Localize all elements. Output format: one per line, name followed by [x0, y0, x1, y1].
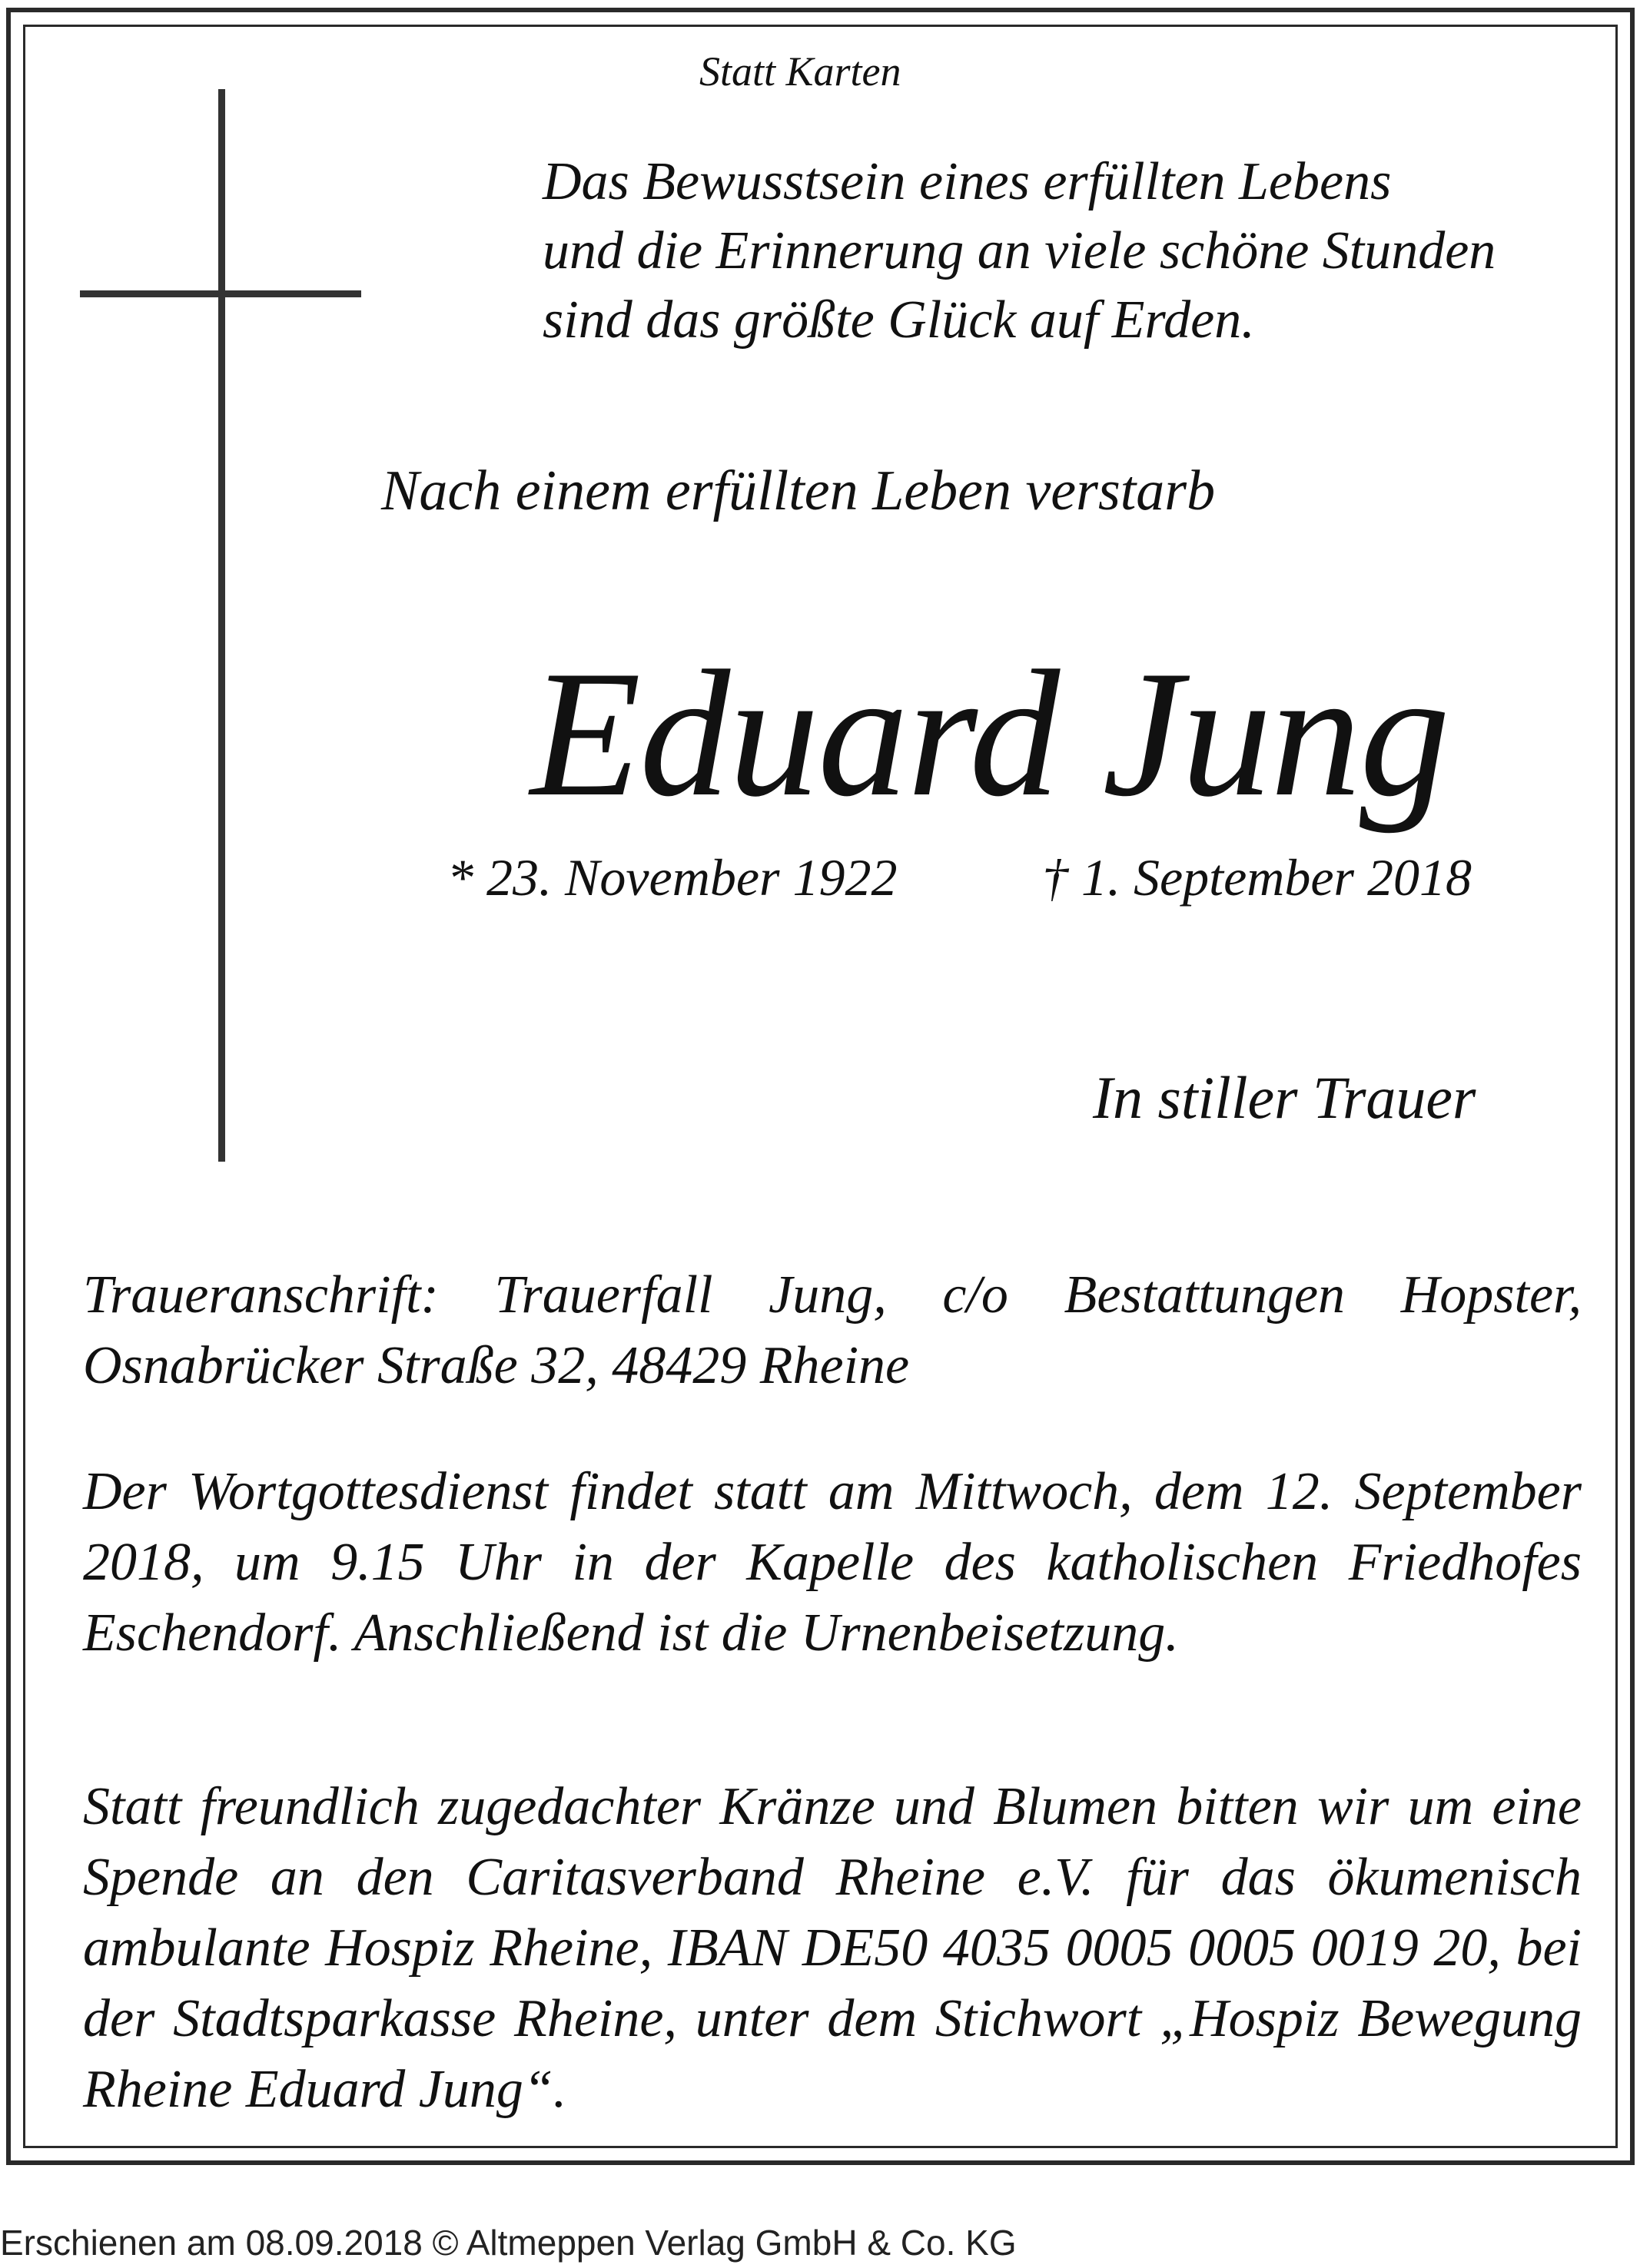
publication-footer: Erschienen am 08.09.2018 © Altmeppen Verlag GmbH & Co. KG	[0, 2223, 1017, 2263]
cross-icon-crossbar	[80, 290, 361, 297]
quote-line: und die Erinnerung an viele schöne Stunden	[543, 221, 1496, 280]
address-paragraph: Traueranschrift: Trauerfall Jung, c/o Bestattungen Hopster, Osnabrücker Straße 32, 48429 Rheine	[83, 1265, 1582, 1395]
quote-block	[543, 148, 1603, 355]
service-paragraph: Der Wortgottesdienst findet statt am Mittwoch, dem 12. September 2018, um 9.15 Uhr in der Kapelle des katholischen Friedhofes Eschendorf. Anschließend ist die Urnenbeisetzung.	[83, 1462, 1582, 1663]
mourning-text: In stiller Trauer	[1093, 1064, 1476, 1131]
intro-text: Nach einem erfüllten Leben verstarb	[381, 459, 1216, 522]
deceased-name: Eduard Jung	[530, 634, 1449, 834]
donation-paragraph: Statt freundlich zugedachter Kränze und Blumen bitten wir um eine Spende an den Caritasverband Rheine e.V. für das ökumenisch ambulante Hospiz Rheine, IBAN DE50 4035 0005 0005 0019 20, bei der Stadtsparkasse Rheine, unter dem Stichwort „Hospiz Bewegung Rheine Eduard Jung“.	[83, 1777, 1582, 2119]
death-date: † 1. September 2018	[1042, 848, 1472, 907]
quote-line: Das Bewusstsein eines erfüllten Lebens	[543, 152, 1392, 211]
birth-date: * 23. November 1922	[447, 848, 898, 907]
cross-icon	[218, 89, 225, 1162]
quote-line: sind das größte Glück auf Erden.	[543, 290, 1255, 350]
header-statt-karten: Statt Karten	[699, 48, 901, 94]
